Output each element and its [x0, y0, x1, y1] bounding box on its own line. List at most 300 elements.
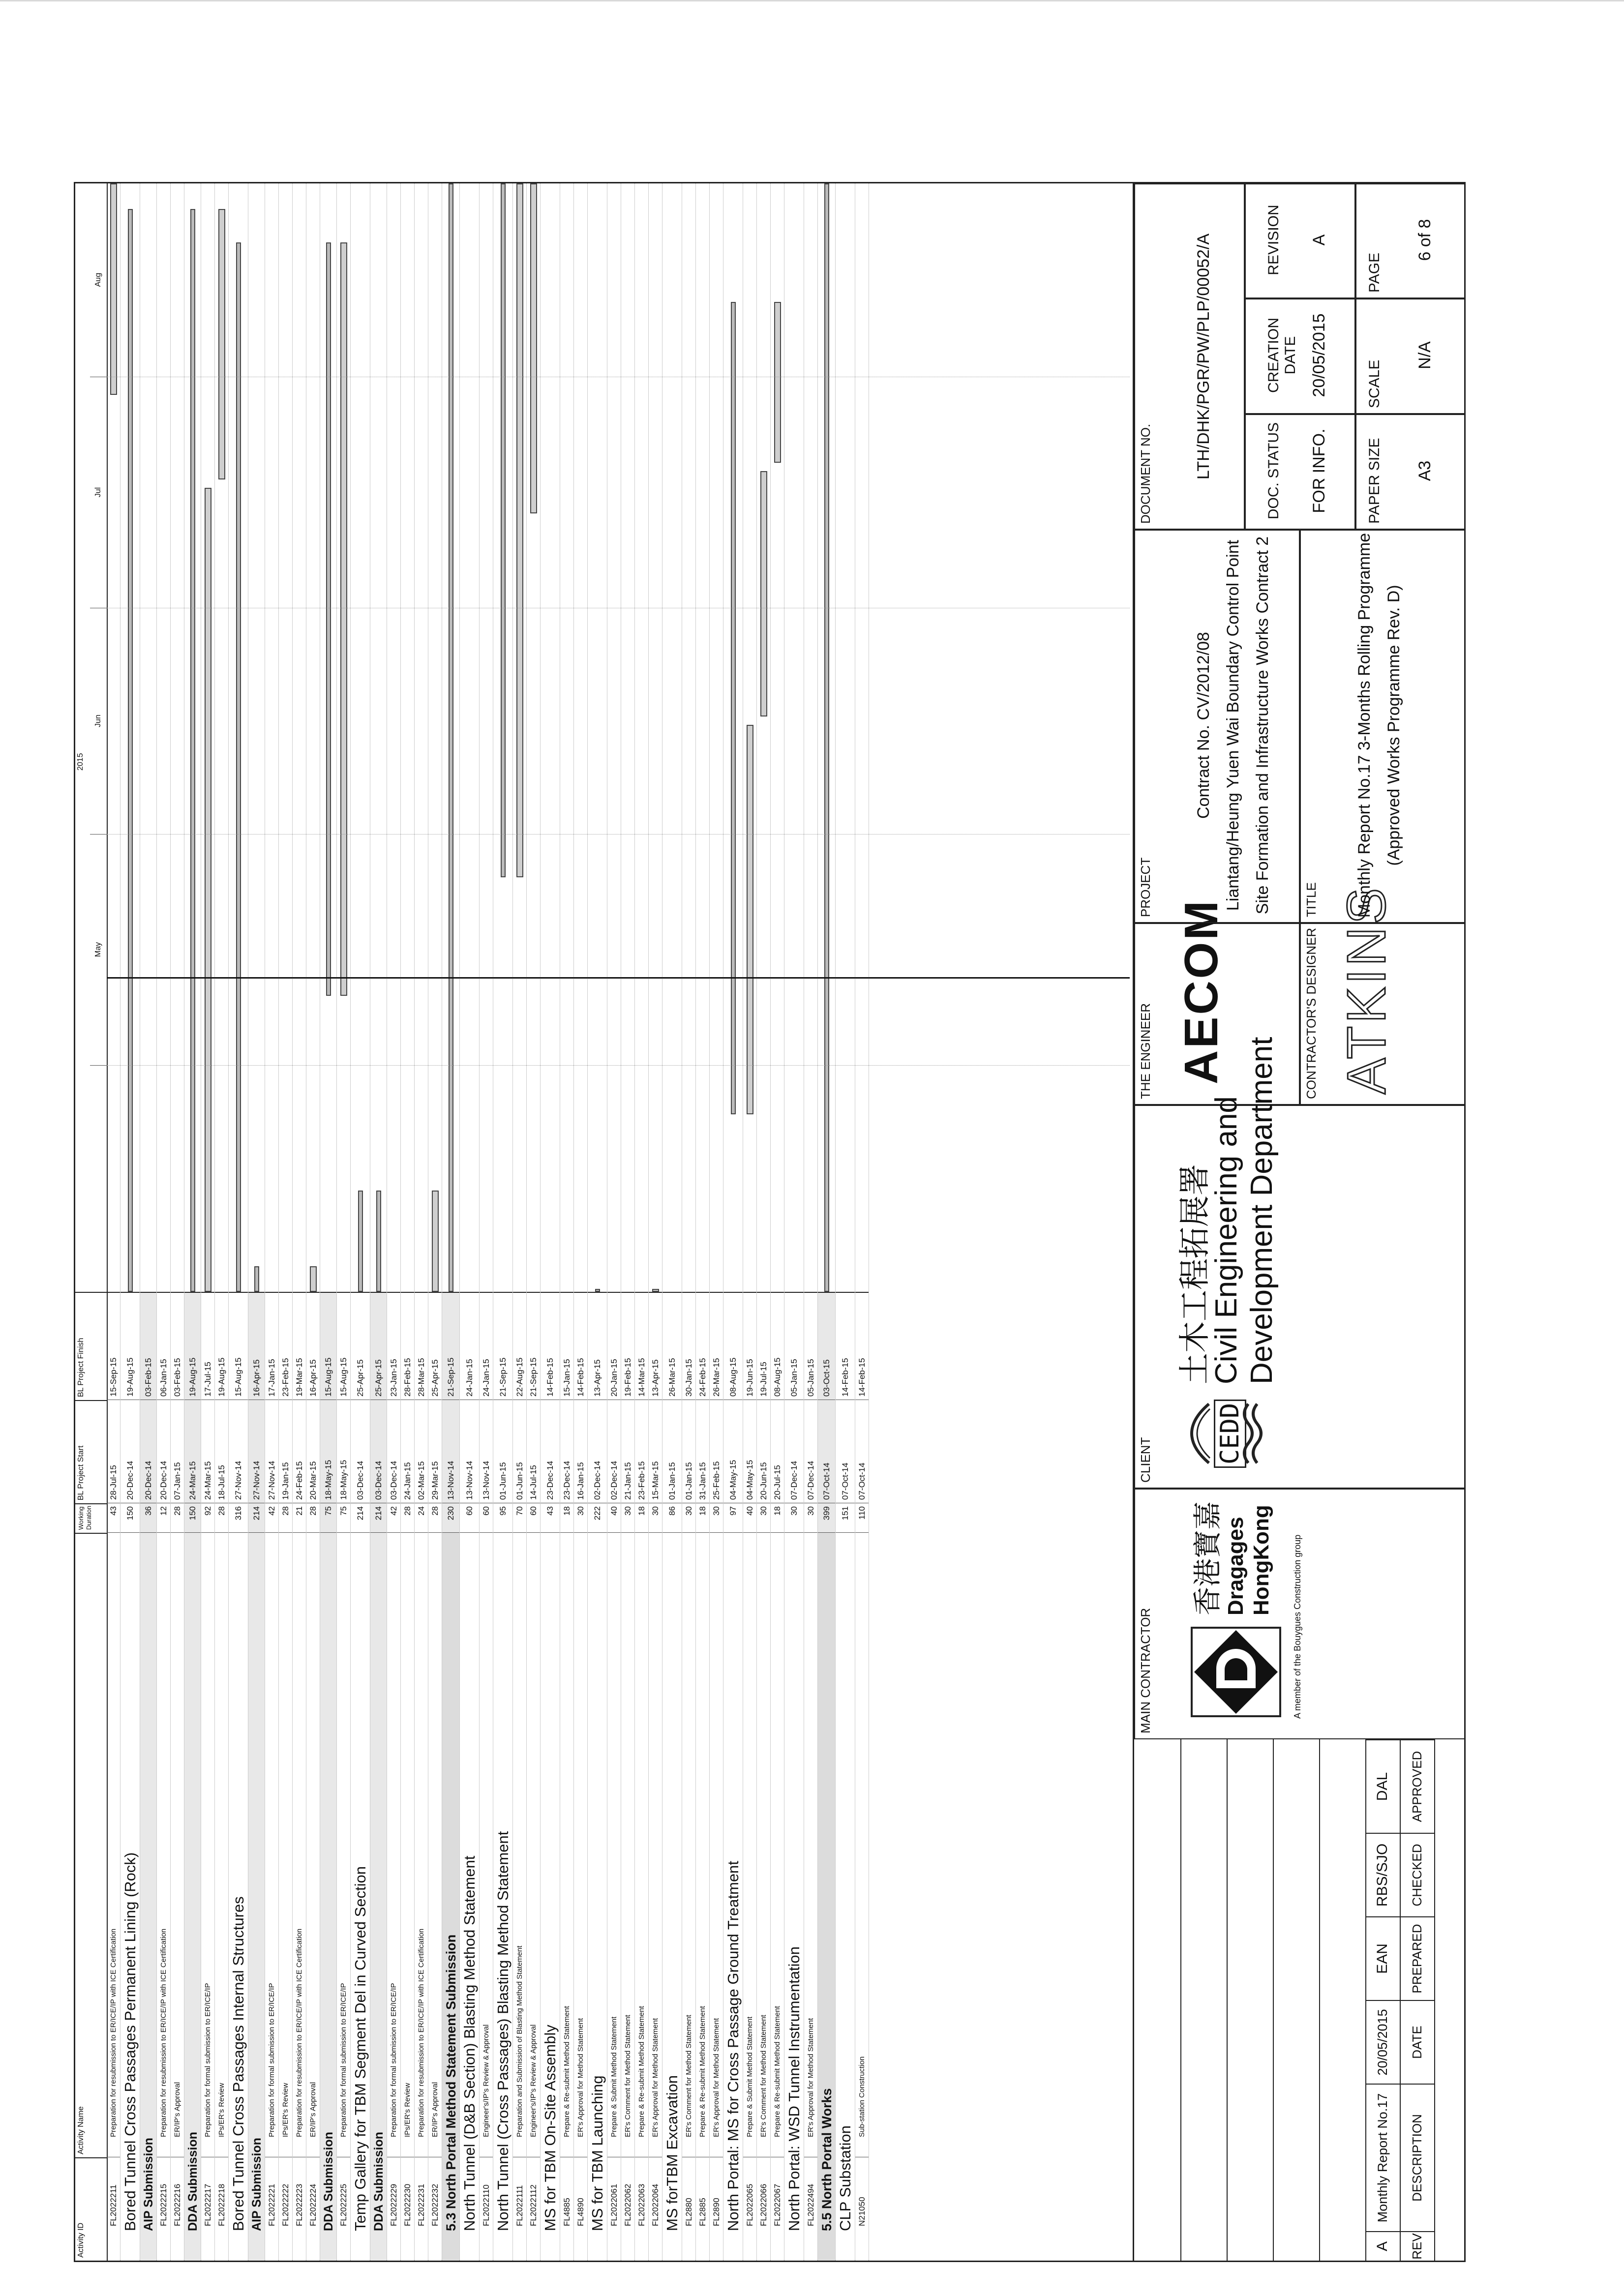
- col-start: BL Project Start: [75, 1400, 107, 1503]
- contractor-name-1: Dragages: [1224, 1517, 1248, 1615]
- activity-id: FL2885: [698, 2198, 707, 2226]
- start-date: 20-Jul-15: [771, 1400, 784, 1503]
- bar-area: [201, 183, 214, 1292]
- rev-checked: RBS/SJO: [1365, 1833, 1400, 1916]
- activity-row: [710, 183, 723, 2261]
- wbs-header-row: [370, 183, 387, 2261]
- bar-area: [415, 183, 428, 1292]
- gantt-bar: [652, 1289, 659, 1292]
- start-date: 15-Mar-15: [649, 1400, 662, 1503]
- bar-area: [265, 183, 278, 1292]
- wbs-title: AIP Submission: [140, 1533, 156, 2261]
- wbs-title: MS for TBM Launching: [589, 2075, 606, 2231]
- start-date: 13-Nov-14: [442, 1400, 459, 1503]
- gantt-bar: [340, 242, 347, 995]
- finish-date: 28-Mar-15: [415, 1292, 428, 1400]
- start-date: 04-May-15: [723, 1400, 743, 1503]
- duration: 110: [855, 1503, 869, 1533]
- bar-area: [574, 183, 587, 1292]
- finish-date: 25-Apr-15: [351, 1292, 370, 1400]
- duration: 30: [710, 1503, 723, 1533]
- finish-date: 16-Apr-15: [306, 1292, 320, 1400]
- contractor-name-2: HongKong: [1249, 1505, 1273, 1615]
- activity-rows: [107, 183, 1130, 2261]
- duration: 399: [818, 1503, 835, 1533]
- dragages-logo-icon: [1189, 1625, 1283, 1719]
- duration: 30: [682, 1503, 695, 1533]
- duration: 97: [723, 1503, 743, 1533]
- wbs-title: AIP Submission: [248, 1533, 265, 2261]
- main-contractor-label: MAIN CONTRACTOR: [1138, 1608, 1153, 1733]
- activity-name: Preparation and Submission of Blasting Method Statement: [513, 1533, 526, 2157]
- activity-name: Preparation for resubmission to ER/ICE/IP with ICE Certification: [415, 1533, 428, 2157]
- start-date: 27-Nov-14: [229, 1400, 248, 1503]
- duration: 214: [351, 1503, 370, 1533]
- finish-date: 28-Feb-15: [401, 1292, 414, 1400]
- bar-area: [635, 183, 648, 1292]
- gantt-bar: [376, 1191, 381, 1292]
- activity-row: [401, 183, 415, 2261]
- activity-id: FL2022112: [529, 2184, 538, 2226]
- bar-area: [215, 183, 228, 1292]
- engineer-label: THE ENGINEER: [1138, 1003, 1153, 1099]
- gantt-bar: [595, 1289, 600, 1292]
- gantt-bar: [236, 242, 241, 1292]
- wbs-header-row: [784, 183, 804, 2261]
- wbs-title: 5.5 North Portal Works: [818, 1533, 835, 2261]
- duration: 18: [771, 1503, 784, 1533]
- gantt-bar: [530, 183, 537, 513]
- bar-area: [621, 183, 634, 1292]
- bar-area: [442, 183, 459, 1292]
- activity-name: Engineer's/IP's Review & Approval: [480, 1533, 493, 2157]
- start-date: 23-Dec-14: [560, 1400, 573, 1503]
- activity-id: FL2022221: [267, 2183, 276, 2226]
- revision-box: [1245, 183, 1355, 298]
- duration: 75: [320, 1503, 336, 1533]
- wbs-header-row: [836, 183, 855, 2261]
- start-date: 20-Dec-14: [120, 1400, 140, 1503]
- start-date: 31-Jan-15: [696, 1400, 709, 1503]
- wbs-header-row: [184, 183, 201, 2261]
- start-date: 20-Dec-14: [157, 1400, 170, 1503]
- activity-id: FL2022065: [745, 2183, 754, 2226]
- duration: 70: [513, 1503, 526, 1533]
- wbs-title: North Tunnel (D&B Section) Blasting Method Statement: [461, 1855, 478, 2231]
- start-date: 07-Dec-14: [804, 1400, 817, 1503]
- finish-date: 19-Feb-15: [621, 1292, 634, 1400]
- gantt-bar: [449, 183, 453, 1292]
- duration: 43: [541, 1503, 560, 1533]
- month-aug: Aug: [90, 183, 107, 377]
- activity-name: IPs/ER's Review: [279, 1533, 292, 2157]
- bar-area: [784, 183, 804, 1292]
- rev-blank-row: [1273, 1739, 1320, 2261]
- finish-date: 21-Sep-15: [527, 1292, 540, 1400]
- finish-date: 19-Jun-15: [743, 1292, 756, 1400]
- finish-date: 14-Feb-15: [541, 1292, 560, 1400]
- activity-id: FL2022222: [281, 2183, 290, 2226]
- activity-id: FL2022111: [515, 2185, 524, 2226]
- title-line-2: (Approved Works Programme Rev. D): [1384, 585, 1403, 866]
- activity-name: ER's Approval for Method Statement: [574, 1533, 587, 2157]
- duration: 92: [201, 1503, 214, 1533]
- start-date: 03-Dec-14: [387, 1400, 400, 1503]
- duration: 28: [171, 1503, 184, 1533]
- finish-date: 14-Mar-15: [635, 1292, 648, 1400]
- duration: 222: [588, 1503, 607, 1533]
- activity-name: ER's Approval for Method Statement: [710, 1533, 723, 2157]
- rev-blank-row: [1227, 1739, 1274, 2261]
- finish-date: 06-Jan-15: [157, 1292, 170, 1400]
- activity-id: FL2890: [712, 2198, 721, 2226]
- activity-name: IPs/ER's Review: [401, 1533, 414, 2157]
- activity-id: FL2022215: [159, 2183, 168, 2226]
- finish-date: 03-Feb-15: [140, 1292, 156, 1400]
- finish-date: 13-Apr-15: [649, 1292, 662, 1400]
- wbs-title: DDA Submission: [370, 1533, 387, 2261]
- start-date: 18-Jul-15: [215, 1400, 228, 1503]
- duration: 42: [387, 1503, 400, 1533]
- activity-id: FL2022063: [637, 2183, 646, 2226]
- doc-no-label: DOCUMENT NO.: [1138, 423, 1153, 524]
- activity-row: [480, 183, 493, 2261]
- start-date: 13-Nov-14: [460, 1400, 479, 1503]
- start-date: 07-Oct-14: [836, 1400, 855, 1503]
- designer-name: ATKINS: [1336, 885, 1397, 1094]
- bar-area: [649, 183, 662, 1292]
- start-date: 20-Mar-15: [306, 1400, 320, 1503]
- start-date: 07-Oct-14: [818, 1400, 835, 1503]
- bar-area: [370, 183, 387, 1292]
- finish-date: 05-Jan-15: [804, 1292, 817, 1400]
- bar-area: [171, 183, 184, 1292]
- wbs-header-row: [588, 183, 607, 2261]
- bar-area: [710, 183, 723, 1292]
- activity-row: [337, 183, 351, 2261]
- gantt-bar: [218, 209, 225, 480]
- wbs-title: North Portal: MS for Cross Passage Ground Treatment: [724, 1861, 742, 2231]
- duration: 43: [107, 1503, 120, 1533]
- start-date: 24-Mar-15: [201, 1400, 214, 1503]
- bar-area: [229, 183, 248, 1292]
- data-date-line: [107, 977, 1130, 979]
- finish-date: 25-Apr-15: [428, 1292, 442, 1400]
- gantt-bar: [205, 488, 211, 1292]
- bar-area: [560, 183, 573, 1292]
- month-gridline: [107, 834, 1130, 835]
- prepared-header: PREPARED: [1400, 1916, 1434, 2000]
- wbs-title: CLP Substation: [837, 2125, 854, 2231]
- gantt-bar: [501, 183, 506, 877]
- bar-area: [279, 183, 292, 1292]
- bar-area: [662, 183, 682, 1292]
- activity-name: ER's Approval for Method Statement: [804, 1533, 817, 2157]
- timescale: [75, 183, 107, 1292]
- activity-name: ER's Approval for Method Statement: [649, 1533, 662, 2157]
- activity-name: Prepare & Re-submit Method Statement: [771, 1533, 784, 2157]
- engineer-box: [1134, 898, 1300, 1105]
- activity-row: [560, 183, 574, 2261]
- scale-label: SCALE: [1366, 359, 1383, 408]
- activity-row: [855, 183, 869, 2261]
- start-date: 02-Dec-14: [607, 1400, 621, 1503]
- project-works: Site Formation and Infrastructure Works Contract 2: [1253, 536, 1272, 915]
- client-name-cn: 土木工程拓展署: [1177, 1164, 1212, 1384]
- activity-name: ER's Comment for Method Statement: [682, 1533, 695, 2157]
- start-date: 01-Jun-15: [493, 1400, 512, 1503]
- activity-id: FL2022064: [651, 2183, 660, 2226]
- wbs-header-row: [662, 183, 682, 2261]
- wbs-title: Temp Gallery for TBM Segment Del in Curved Section: [352, 1866, 369, 2231]
- bar-area: [387, 183, 400, 1292]
- wbs-header-row: [351, 183, 370, 2261]
- activity-row: [621, 183, 635, 2261]
- project-label: PROJECT: [1138, 857, 1153, 917]
- duration: 60: [480, 1503, 493, 1533]
- gantt-bar: [310, 1266, 317, 1292]
- start-date: 24-Jan-15: [401, 1400, 414, 1503]
- activity-row: [171, 183, 184, 2261]
- wbs-header-row: [320, 183, 337, 2261]
- scan-edge: [0, 0, 1624, 19]
- gantt-bar: [516, 183, 523, 877]
- wbs-title: North Portal: WSD Tunnel Instrumentation: [785, 1946, 803, 2231]
- duration: 60: [527, 1503, 540, 1533]
- month-may: May: [90, 834, 107, 1066]
- bar-area: [337, 183, 350, 1292]
- activity-id: FL2022224: [308, 2183, 318, 2226]
- activity-name: Preparation for formal submission to ER/ICE/IP: [265, 1533, 278, 2157]
- activity-row: [757, 183, 771, 2261]
- activity-row: [201, 183, 215, 2261]
- wbs-header-row: [442, 183, 460, 2261]
- col-activity-name: Activity Name: [75, 1533, 107, 2157]
- activity-name: ER/IP's Approval: [171, 1533, 184, 2157]
- duration: 36: [140, 1503, 156, 1533]
- activity-id: FL4890: [576, 2198, 585, 2226]
- start-date: 27-Nov-14: [248, 1400, 265, 1503]
- duration: 95: [493, 1503, 512, 1533]
- scale: N/A: [1415, 341, 1434, 369]
- finish-date: 03-Oct-15: [818, 1292, 835, 1400]
- rev-prepared: EAN: [1365, 1916, 1400, 2000]
- duration: 24: [415, 1503, 428, 1533]
- finish-date: 17-Jul-15: [201, 1292, 214, 1400]
- gantt-bar: [110, 183, 117, 395]
- bar-area: [293, 183, 306, 1292]
- finish-date: 15-Aug-15: [320, 1292, 336, 1400]
- start-date: 18-May-15: [320, 1400, 336, 1503]
- start-date: 25-Feb-15: [710, 1400, 723, 1503]
- finish-date: 08-Aug-15: [771, 1292, 784, 1400]
- bar-area: [248, 183, 265, 1292]
- gantt-bar: [774, 302, 781, 463]
- contractor-name-cn: 香港寶嘉: [1192, 1501, 1224, 1615]
- start-date: 01-Jan-15: [682, 1400, 695, 1503]
- finish-date: 03-Feb-15: [171, 1292, 184, 1400]
- duration: 28: [401, 1503, 414, 1533]
- start-date: 27-Nov-14: [265, 1400, 278, 1503]
- finish-date: 24-Feb-15: [696, 1292, 709, 1400]
- bar-area: [588, 183, 607, 1292]
- paper-size-label: PAPER SIZE: [1366, 438, 1383, 524]
- activity-name: Preparation for formal submission to ER/ICE/IP: [337, 1533, 350, 2157]
- activity-row: [415, 183, 428, 2261]
- gantt-bar: [254, 1266, 259, 1292]
- rev-header: REV: [1400, 2231, 1434, 2261]
- finish-date: 19-Aug-15: [184, 1292, 201, 1400]
- finish-date: 23-Feb-15: [279, 1292, 292, 1400]
- activity-id: FL2022230: [403, 2183, 412, 2226]
- bar-area: [696, 183, 709, 1292]
- wbs-title: Bored Tunnel Cross Passages Permanent Lining (Rock): [121, 1852, 139, 2231]
- start-date: 21-Jan-15: [621, 1400, 634, 1503]
- start-date: 20-Dec-14: [140, 1400, 156, 1503]
- duration: 151: [836, 1503, 855, 1533]
- start-date: 18-May-15: [337, 1400, 350, 1503]
- finish-date: 22-Aug-15: [513, 1292, 526, 1400]
- bar-area: [682, 183, 695, 1292]
- start-date: 24-Mar-15: [184, 1400, 201, 1503]
- bar-area: [527, 183, 540, 1292]
- activity-row: [771, 183, 784, 2261]
- duration: 18: [696, 1503, 709, 1533]
- col-activity-id: Activity ID: [75, 2157, 107, 2261]
- start-date: 03-Dec-14: [351, 1400, 370, 1503]
- doc-no: LTH/DHK/PGR/PW/PLP/00052/A: [1194, 233, 1213, 480]
- activity-row: [107, 183, 120, 2261]
- paper-size: A3: [1415, 460, 1434, 481]
- gantt-bar: [432, 1191, 439, 1292]
- duration: 214: [248, 1503, 265, 1533]
- bar-area: [320, 183, 336, 1292]
- activity-row: [696, 183, 710, 2261]
- duration: 30: [784, 1503, 804, 1533]
- duration: 30: [804, 1503, 817, 1533]
- cedd-logo-text: CEDD: [1214, 1400, 1246, 1468]
- bar-area: [836, 183, 855, 1292]
- activity-name: Preparation for formal submission to ER/ICE/IP: [387, 1533, 400, 2157]
- start-date: 13-Nov-14: [480, 1400, 493, 1503]
- bar-area: [757, 183, 770, 1292]
- bar-area: [460, 183, 479, 1292]
- start-date: 07-Dec-14: [784, 1400, 804, 1503]
- activity-id: FL2022061: [609, 2183, 619, 2226]
- start-date: 01-Jun-15: [513, 1400, 526, 1503]
- activity-name: Prepare & Re-submit Method Statement: [635, 1533, 648, 2157]
- wbs-header-row: [460, 183, 480, 2261]
- revision: A: [1310, 234, 1328, 246]
- bar-area: [855, 183, 869, 1292]
- activity-name: Engineer's/IP's Review & Approval: [527, 1533, 540, 2157]
- rev-value: A: [1365, 2231, 1400, 2261]
- finish-date: 13-Apr-15: [588, 1292, 607, 1400]
- wbs-title: MS for TBM On-Site Assembly: [541, 2025, 559, 2231]
- duration: 40: [743, 1503, 756, 1533]
- activity-name: Preparation for resubmission to ER/ICE/IP with ICE Certification: [157, 1533, 170, 2157]
- activity-row: [215, 183, 229, 2261]
- duration: 28: [306, 1503, 320, 1533]
- paper-size-box: [1355, 414, 1466, 530]
- activity-name: IPs/ER's Review: [215, 1533, 228, 2157]
- start-date: 14-Jul-15: [527, 1400, 540, 1503]
- bar-area: [818, 183, 835, 1292]
- finish-date: 19-Aug-15: [120, 1292, 140, 1400]
- bar-area: [723, 183, 743, 1292]
- activity-id: N21050: [857, 2197, 867, 2226]
- start-date: 01-Jan-15: [662, 1400, 682, 1503]
- duration: 75: [337, 1503, 350, 1533]
- start-date: 23-Feb-15: [635, 1400, 648, 1503]
- project-box: [1134, 530, 1300, 923]
- rev-blank-row: [1134, 1739, 1181, 2261]
- finish-date: 19-Aug-15: [215, 1292, 228, 1400]
- activity-name: Preparation for formal submission to ER/ICE/IP: [201, 1533, 214, 2157]
- bar-area: [107, 183, 120, 1292]
- activity-id: FL2022218: [217, 2183, 226, 2226]
- start-date: 07-Jan-15: [171, 1400, 184, 1503]
- month-jul: Jul: [90, 377, 107, 608]
- finish-date: 19-Mar-15: [293, 1292, 306, 1400]
- activity-id: FL2022229: [389, 2183, 398, 2226]
- finish-date: 20-Jan-15: [607, 1292, 621, 1400]
- gantt-bar: [358, 1191, 363, 1292]
- doc-status-box: [1245, 414, 1355, 530]
- duration: 150: [184, 1503, 201, 1533]
- date-header: DATE: [1400, 2000, 1434, 2084]
- gantt-bar: [760, 471, 767, 716]
- duration: 230: [442, 1503, 459, 1533]
- month-gridline: [107, 1065, 1130, 1066]
- month-jun: Jun: [90, 608, 107, 835]
- duration: 150: [120, 1503, 140, 1533]
- wbs-header-row: [493, 183, 513, 2261]
- activity-id: FL2022110: [481, 2184, 491, 2226]
- duration: 28: [428, 1503, 442, 1533]
- start-date: 04-May-15: [743, 1400, 756, 1503]
- start-date: 02-Dec-14: [588, 1400, 607, 1503]
- finish-date: 26-Mar-15: [710, 1292, 723, 1400]
- activity-name: Prepare & Submit Method Statement: [607, 1533, 621, 2157]
- duration: 28: [215, 1503, 228, 1533]
- duration: 40: [607, 1503, 621, 1533]
- duration: 12: [157, 1503, 170, 1533]
- page-box: [1355, 183, 1466, 298]
- doc-status-label: DOC. STATUS: [1265, 422, 1282, 520]
- col-duration: Working Duration: [75, 1503, 107, 1533]
- activity-row: [574, 183, 588, 2261]
- finish-date: 30-Jan-15: [682, 1292, 695, 1400]
- activity-id: FL2022225: [339, 2183, 348, 2226]
- duration: 316: [229, 1503, 248, 1533]
- gantt-bar: [747, 725, 753, 1114]
- duration: 30: [649, 1503, 662, 1533]
- gantt-sheet: [74, 182, 1466, 2262]
- scale-box: [1355, 298, 1466, 414]
- rev-blank-row: [1180, 1739, 1228, 2261]
- start-date: 23-Dec-14: [541, 1400, 560, 1503]
- document-number-box: [1134, 183, 1245, 530]
- activity-row: [804, 183, 818, 2261]
- duration: 30: [757, 1503, 770, 1533]
- creation-date-label: CREATION DATE: [1265, 318, 1298, 393]
- bar-area: [401, 183, 414, 1292]
- activity-id: FL2022217: [203, 2183, 212, 2226]
- wbs-header-row: [248, 183, 265, 2261]
- finish-date: 19-Jul-15: [757, 1292, 770, 1400]
- duration: 86: [662, 1503, 682, 1533]
